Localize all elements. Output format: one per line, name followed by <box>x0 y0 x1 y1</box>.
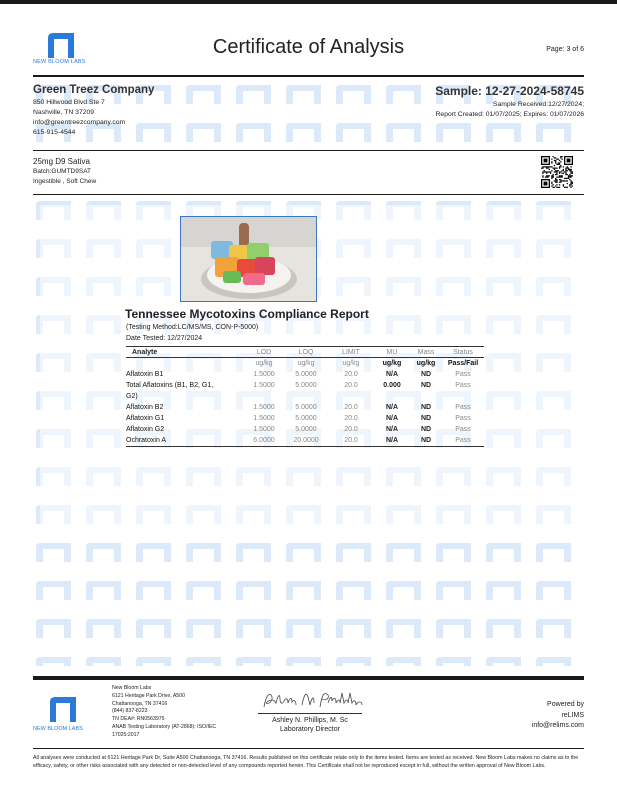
footer-logo-text: NEW BLOOM LABS <box>33 726 83 732</box>
product-type: Ingestible , Soft Chew <box>33 177 97 185</box>
watermark-icon <box>36 581 71 600</box>
results-table <box>126 346 484 447</box>
logo-text: NEW BLOOM LABS <box>33 59 86 65</box>
table-row <box>126 402 484 413</box>
mass-cell: ND <box>420 370 432 378</box>
document-title: Certificate of Analysis <box>212 36 405 58</box>
mu-cell: N/A <box>385 403 399 411</box>
testing-method: (Testing Method:LC/MS/MS, CON-P-5000) <box>126 324 259 331</box>
watermark-icon <box>336 657 371 666</box>
watermark-icon <box>436 123 471 142</box>
watermark-icon <box>486 581 521 600</box>
watermark-icon <box>136 619 171 638</box>
units-cell: Pass/Fail <box>447 359 479 367</box>
watermark-icon <box>186 85 221 104</box>
watermark-icon <box>286 657 321 666</box>
watermark-icon <box>336 123 371 142</box>
mass-cell: ND <box>420 381 432 389</box>
watermark-icon <box>36 543 71 562</box>
watermark-icon <box>536 657 571 666</box>
mu-cell: N/A <box>374 435 410 447</box>
column-header: LOD <box>244 347 284 358</box>
disclaimer-text: All analyses were conducted at 6121 Heritage Park Dr, Suite A500 Chattanooga, TN 37416. Results published on this certificate relate only to the items tested. Items are tested as received. New Bloom Labs makes no claims as to the efficacy, safety, or other risks associated with any detected or non-detected level of any compounds reported herein. This Certificate shall not be reproduced except in full, without the written approval of New Bloom Labs. <box>33 755 579 769</box>
watermark-icon <box>336 543 371 562</box>
powered-by-label: Powered by <box>547 701 584 708</box>
watermark-icon <box>236 619 271 638</box>
watermark-icon <box>386 581 421 600</box>
client-name: Green Treez Company <box>33 84 155 96</box>
column-header: Status <box>442 347 484 358</box>
watermark-icon <box>386 657 421 666</box>
watermark-icon <box>436 619 471 638</box>
mass-cell: ND <box>420 403 432 411</box>
watermark-icon <box>236 581 271 600</box>
loq-cell: 5.0000 <box>295 414 317 422</box>
watermark-icon <box>536 543 571 562</box>
watermark-icon <box>286 123 321 142</box>
lod-cell: 1.5000 <box>253 403 275 411</box>
lod-cell: 6.0000 <box>244 435 284 447</box>
watermark-icon <box>386 543 421 562</box>
watermark-icon <box>436 581 471 600</box>
table-row <box>126 435 484 447</box>
product-name: 25mg D9 Sativa <box>33 157 90 166</box>
table-row <box>126 380 484 391</box>
sample-info <box>435 84 584 120</box>
analyte-cell: Ochratoxin A <box>126 435 244 447</box>
product-photo <box>180 216 317 302</box>
mu-cell: N/A <box>385 425 399 433</box>
watermark-icon <box>536 619 571 638</box>
watermark-icon <box>236 657 271 666</box>
table-row <box>126 369 484 380</box>
units-cell: ug/kg <box>297 359 315 367</box>
director-name: Ashley N. Phillips, M. Sc <box>272 717 348 724</box>
lod-cell: 1.5000 <box>253 381 275 389</box>
units-cell: ug/kg <box>342 359 360 367</box>
mass-cell: ND <box>410 435 442 447</box>
status-cell: Pass <box>455 381 471 389</box>
watermark-icon <box>536 581 571 600</box>
report-title: Tennessee Mycotoxins Compliance Report <box>125 307 369 321</box>
watermark-icon <box>386 123 421 142</box>
analyte-cell: Aflatoxin G2 <box>126 425 165 433</box>
limit-cell: 20.0 <box>344 414 358 422</box>
watermark-icon <box>386 619 421 638</box>
watermark-icon <box>386 85 421 104</box>
watermark-icon <box>36 619 71 638</box>
watermark-icon <box>186 123 221 142</box>
gummies-photo-icon <box>181 217 317 302</box>
watermark-icon <box>286 581 321 600</box>
lab-info <box>112 685 216 740</box>
product-batch: Batch:GUMTD9SAT <box>33 168 92 175</box>
analyte-cell: Total Aflatoxins (B1, B2, G1, <box>126 381 214 389</box>
limit-cell: 20.0 <box>344 381 358 389</box>
page-number: Page: 3 of 6 <box>546 46 584 53</box>
watermark-icon <box>236 85 271 104</box>
units-cell <box>126 358 244 370</box>
watermark-icon <box>486 123 521 142</box>
limit-cell: 20.0 <box>344 425 358 433</box>
watermark-icon <box>236 123 271 142</box>
section-rule <box>33 194 584 195</box>
footer-rule <box>33 676 584 680</box>
table-row <box>126 413 484 424</box>
powered-by <box>532 700 584 732</box>
client-phone: 615-915-4544 <box>33 129 76 136</box>
watermark-icon <box>136 543 171 562</box>
watermark-icon <box>136 657 171 666</box>
analyte-cell: Aflatoxin G1 <box>126 414 165 422</box>
loq-cell: 5.0000 <box>295 403 317 411</box>
units-row <box>126 358 484 370</box>
lod-cell: 1.5000 <box>253 414 275 422</box>
page-header <box>33 30 584 70</box>
lab-info-line: 6121 Heritage Park Drive, A500 <box>112 692 185 699</box>
watermark-icon <box>86 543 121 562</box>
date-tested: Date Tested: 12/27/2024 <box>126 335 203 342</box>
watermark-icon <box>286 619 321 638</box>
client-info <box>33 84 154 138</box>
qr-code-icon[interactable] <box>541 156 573 188</box>
column-header: LOQ <box>284 347 328 358</box>
watermark-icon <box>286 85 321 104</box>
units-cell: ug/kg <box>382 359 402 367</box>
watermark-icon <box>536 123 571 142</box>
lab-info-line: 17025:2017 <box>112 731 140 738</box>
mass-cell: ND <box>420 414 432 422</box>
watermark-icon <box>486 543 521 562</box>
analyte-cell: Aflatoxin B2 <box>126 403 164 411</box>
product-info <box>33 156 96 186</box>
loq-cell: 5.0000 <box>295 425 317 433</box>
signature-line <box>258 713 362 714</box>
status-cell: Pass <box>455 425 471 433</box>
status-cell: Pass <box>455 414 471 422</box>
lod-cell: 1.5000 <box>253 425 275 433</box>
watermark-icon <box>236 543 271 562</box>
analyte-cell: Aflatoxin B1 <box>126 370 164 378</box>
relims-name: reLIMS <box>561 711 584 719</box>
loq-cell: 5.0000 <box>295 381 317 389</box>
watermark-icon <box>336 85 371 104</box>
watermark-icon <box>486 657 521 666</box>
lod-cell: 1.5000 <box>253 370 275 378</box>
client-email: info@greentreezcompany.com <box>33 119 126 126</box>
report-dates: Report Created: 01/07/2025; Expires: 01/07/2026 <box>435 111 584 118</box>
top-border <box>0 0 617 4</box>
mu-cell: N/A <box>385 370 399 378</box>
section-rule <box>33 150 584 151</box>
status-cell: Pass <box>442 435 484 447</box>
table-row-continuation <box>126 391 484 402</box>
watermark-icon <box>286 543 321 562</box>
watermark-icon <box>186 619 221 638</box>
director-signature <box>258 687 378 713</box>
limit-cell: 20.0 <box>328 435 374 447</box>
mu-cell: N/A <box>385 414 399 422</box>
column-header: Analyte <box>126 347 244 358</box>
table-row <box>126 424 484 435</box>
column-header: Mass <box>410 347 442 358</box>
watermark-icon <box>86 619 121 638</box>
relims-email[interactable]: info@relims.com <box>531 722 584 729</box>
watermark-icon <box>136 581 171 600</box>
units-cell: ug/kg <box>416 359 436 367</box>
director-block <box>258 716 362 734</box>
lab-info-line: (844) 837-8223 <box>112 708 148 715</box>
loq-cell: 5.0000 <box>295 370 317 378</box>
sample-received: Sample Received:12/27/2024; <box>492 101 584 108</box>
lab-info-line: TN DEA#: RN0563975 <box>112 716 165 723</box>
watermark-icon <box>486 619 521 638</box>
client-address-line: 850 Hillwood Blvd Ste 7 <box>33 99 105 106</box>
units-cell: ug/kg <box>255 359 273 367</box>
column-header: LIMIT <box>328 347 374 358</box>
watermark-icon <box>86 581 121 600</box>
mass-cell: ND <box>420 425 432 433</box>
watermark-icon <box>86 657 121 666</box>
watermark-icon <box>436 657 471 666</box>
lab-info-line: New Bloom Labs <box>112 685 152 691</box>
watermark-icon <box>186 581 221 600</box>
column-header: MU <box>374 347 410 358</box>
table-header-row <box>126 347 484 358</box>
limit-cell: 20.0 <box>344 370 358 378</box>
watermark-icon <box>336 619 371 638</box>
analyte-cell: G2) <box>126 392 138 400</box>
status-cell: Pass <box>455 403 471 411</box>
header-rule <box>33 75 584 77</box>
footer-logo <box>33 696 103 736</box>
watermark-icon <box>186 543 221 562</box>
watermark-icon <box>36 657 71 666</box>
lab-info-line: Chattanooga, TN 37416 <box>112 700 168 707</box>
watermark-icon <box>336 581 371 600</box>
director-title: Laboratory Director <box>280 726 340 733</box>
sample-id: Sample: 12-27-2024-58745 <box>435 84 584 98</box>
limit-cell: 20.0 <box>344 403 358 411</box>
disclaimer-rule <box>33 748 584 749</box>
watermark-icon <box>436 543 471 562</box>
mu-cell: 0.000 <box>383 381 401 389</box>
logo-mark-icon <box>47 696 79 722</box>
status-cell: Pass <box>455 370 471 378</box>
watermark-icon <box>186 657 221 666</box>
client-address-line: Nashville, TN 37209 <box>33 109 95 116</box>
lab-info-line: ANAB Testing Laboratory (AT-2868): ISO/IEC <box>112 723 217 730</box>
loq-cell: 20.0000 <box>284 435 328 447</box>
